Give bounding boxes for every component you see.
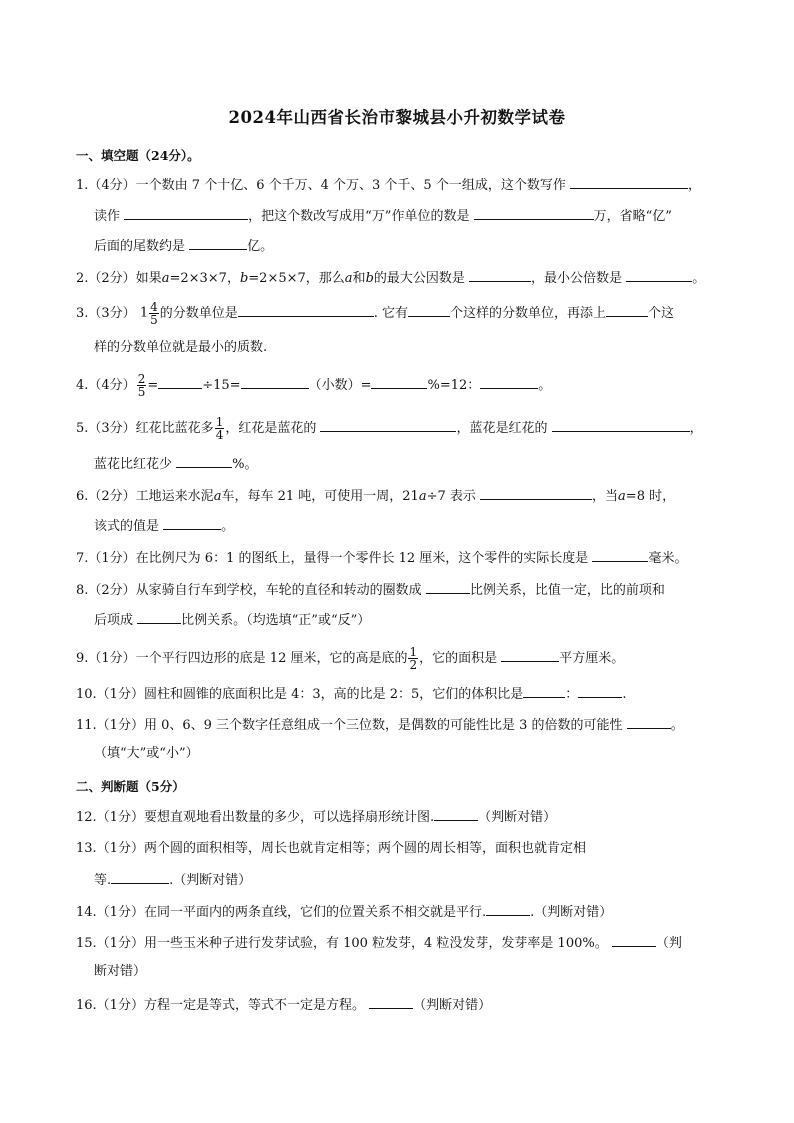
question-6-text: ，当 bbox=[592, 489, 619, 504]
question-4-text: %=12： bbox=[427, 378, 481, 393]
question-13-text: 13.（1分）两个圆的面积相等，周长也就肯定相等；两个圆的周长相等，面积也就肯定相 bbox=[76, 841, 586, 856]
question-7-text: 毫米。 bbox=[648, 551, 688, 566]
answer-blank[interactable] bbox=[111, 870, 169, 884]
answer-blank[interactable] bbox=[238, 303, 374, 317]
question-1-line-3 bbox=[94, 236, 273, 256]
answer-blank[interactable] bbox=[486, 902, 530, 916]
question-5-text: ，红花是蓝花的 bbox=[225, 421, 317, 436]
variable: a bbox=[344, 271, 353, 286]
question-3-line-2 bbox=[94, 339, 267, 357]
question-8-text: 比例关系。（均选填“正”或“反”） bbox=[181, 613, 371, 628]
question-15-line-1 bbox=[76, 933, 682, 953]
exam-title: 2024年山西省长治市黎城县小升初数学试卷 bbox=[228, 108, 566, 127]
question-3-text: 样的分数单位就是最小的质数. bbox=[94, 340, 268, 355]
question-2-text: 和 bbox=[352, 271, 366, 286]
numerator: 1 bbox=[409, 645, 418, 659]
question-16-text: 16.（1分）方程一定是等式，等式不一定是方程。 bbox=[76, 998, 365, 1013]
question-9-text: 9.（1分）一个平行四边形的底是 12 厘米，它的高是底的 bbox=[76, 651, 408, 666]
question-5-text: 5.（3分）红花比蓝花多 bbox=[76, 421, 214, 436]
question-16-text: （判断对错） bbox=[413, 998, 492, 1013]
question-1-text: 后面的尾数约是 bbox=[94, 239, 186, 254]
question-2-text: 的最大公因数是 bbox=[373, 271, 465, 286]
question-8-text: 8.（2分）从家骑自行车到学校，车轮的直径和转动的圈数成 bbox=[76, 583, 422, 598]
question-3-text: 3.（3分） bbox=[76, 306, 136, 321]
question-3-text: 个这样的分数单位，再添上 bbox=[450, 306, 607, 321]
fraction bbox=[137, 373, 147, 398]
question-9-text: 平方厘米。 bbox=[559, 651, 625, 666]
question-1-text: 亿。 bbox=[247, 239, 274, 254]
answer-blank[interactable] bbox=[570, 175, 688, 189]
punct: ， bbox=[687, 178, 701, 193]
question-7 bbox=[76, 548, 687, 568]
question-1-line-2 bbox=[94, 206, 672, 226]
question-12-text: （判断对错） bbox=[478, 810, 557, 825]
section-heading-fill-in: 一、填空题（24分）。 bbox=[76, 148, 200, 163]
question-15-text: 断对错） bbox=[94, 964, 147, 979]
punct: 。 bbox=[692, 271, 706, 286]
fraction bbox=[215, 416, 225, 441]
answer-blank[interactable] bbox=[124, 206, 248, 220]
answer-blank[interactable] bbox=[426, 580, 470, 594]
denominator: 5 bbox=[150, 313, 158, 327]
fraction bbox=[149, 301, 159, 326]
answer-blank[interactable] bbox=[176, 454, 232, 468]
question-3-line-1 bbox=[76, 301, 674, 326]
question-10-text: ： bbox=[565, 687, 579, 702]
question-8-line-1 bbox=[76, 580, 665, 600]
question-13-text: 等. bbox=[94, 873, 112, 888]
question-2-text: =2×5×7，那么 bbox=[248, 271, 345, 286]
answer-blank[interactable] bbox=[592, 548, 648, 562]
answer-blank[interactable] bbox=[241, 375, 309, 389]
answer-blank[interactable] bbox=[137, 610, 181, 624]
question-8-text: 后项成 bbox=[94, 613, 134, 628]
answer-blank[interactable] bbox=[474, 206, 594, 220]
answer-blank[interactable] bbox=[480, 486, 592, 500]
numerator: 2 bbox=[137, 372, 146, 386]
question-4 bbox=[76, 373, 551, 398]
question-13-text: .（判断对错） bbox=[169, 873, 252, 888]
question-8-text: 比例关系，比值一定，比的前项和 bbox=[469, 583, 665, 598]
mixed-number-whole: 1 bbox=[139, 305, 149, 321]
answer-blank[interactable] bbox=[434, 807, 478, 821]
question-6-line-2 bbox=[94, 516, 234, 536]
question-6-text: 车，每车 21 吨，可使用一周，21 bbox=[221, 489, 419, 504]
question-4-text: = bbox=[147, 378, 159, 393]
question-6-text: 该式的值是 bbox=[94, 519, 160, 534]
question-1-line-1 bbox=[76, 175, 701, 195]
question-1-text: 1.（4分）一个数由 7 个十亿、6 个千万、4 个万、3 个千、5 个一组成，这个数写作 bbox=[76, 178, 566, 193]
question-10-text: 10.（1分）圆柱和圆锥的底面积比是 4：3，高的比是 2：5，它们的体积比是 bbox=[76, 687, 524, 702]
variable: a bbox=[618, 489, 626, 504]
question-5-text: 蓝花比红花少 bbox=[94, 457, 173, 472]
question-13-line-2 bbox=[94, 870, 251, 890]
answer-blank[interactable] bbox=[369, 995, 413, 1009]
punct: ， bbox=[689, 421, 703, 436]
answer-blank[interactable] bbox=[578, 684, 622, 698]
question-9 bbox=[76, 646, 624, 671]
variable: a bbox=[161, 271, 170, 286]
question-12 bbox=[76, 807, 556, 827]
punct: 。 bbox=[538, 378, 552, 393]
question-11-text: （填“大”或“小”） bbox=[94, 746, 199, 761]
fraction bbox=[408, 646, 418, 671]
answer-blank[interactable] bbox=[320, 418, 456, 432]
answer-blank[interactable] bbox=[627, 715, 671, 729]
question-13-line-1 bbox=[76, 840, 586, 858]
question-1-text: 读作 bbox=[94, 209, 121, 224]
answer-blank[interactable] bbox=[371, 375, 427, 389]
question-6-line-1 bbox=[76, 486, 675, 506]
question-7-text: 7.（1分）在比例尺为 6：1 的图纸上，量得一个零件长 12 厘米，这个零件的实际长度是 bbox=[76, 551, 589, 566]
question-8-line-2 bbox=[94, 610, 370, 630]
denominator: 5 bbox=[137, 385, 146, 399]
question-2 bbox=[76, 268, 705, 288]
question-16 bbox=[76, 995, 491, 1015]
punct: . bbox=[622, 687, 627, 702]
question-11-text: 11.（1分）用 0、6、9 三个数字任意组成一个三位数，是偶数的可能性比是 3 的倍数的可能性 bbox=[76, 718, 623, 733]
question-1-text: 万，省略“亿” bbox=[593, 209, 672, 224]
question-11-line-1 bbox=[76, 715, 684, 735]
answer-blank[interactable] bbox=[163, 516, 221, 530]
question-3-text: . 它有 bbox=[373, 306, 409, 321]
answer-blank[interactable] bbox=[606, 303, 648, 317]
answer-blank[interactable] bbox=[189, 236, 247, 250]
question-4-text: 4.（4分） bbox=[76, 378, 136, 393]
answer-blank[interactable] bbox=[552, 418, 690, 432]
question-5-line-1 bbox=[76, 416, 703, 441]
question-2-text: ，最小公倍数是 bbox=[531, 271, 623, 286]
numerator: 4 bbox=[150, 300, 158, 314]
answer-blank[interactable] bbox=[501, 648, 559, 662]
question-14 bbox=[76, 902, 612, 922]
section-heading-true-false: 二、判断题（5分） bbox=[76, 779, 185, 794]
question-14-text: 14.（1分）在同一平面内的两条直线，它们的位置关系不相交就是平行. bbox=[76, 905, 487, 920]
denominator: 2 bbox=[409, 658, 418, 672]
question-1-text: ，把这个数改写成用“万”作单位的数是 bbox=[248, 209, 470, 224]
answer-blank[interactable] bbox=[469, 268, 531, 282]
question-6-text: 6.（2分）工地运来水泥 bbox=[76, 489, 214, 504]
question-2-text: 2.（2分）如果 bbox=[76, 271, 162, 286]
question-6-text: ÷7 表示 bbox=[426, 489, 476, 504]
punct: 。 bbox=[221, 519, 235, 534]
variable: b bbox=[365, 271, 374, 286]
answer-blank[interactable] bbox=[612, 933, 656, 947]
numerator: 1 bbox=[215, 415, 224, 429]
question-2-text: =2×3×7， bbox=[169, 271, 240, 286]
question-15-line-2 bbox=[94, 963, 146, 981]
question-14-text: .（判断对错） bbox=[530, 905, 613, 920]
question-5-line-2 bbox=[94, 454, 258, 474]
question-3-text: 的分数单位是 bbox=[159, 306, 238, 321]
question-6-text: =8 时， bbox=[625, 489, 676, 504]
question-4-text: ÷15= bbox=[202, 378, 241, 393]
denominator: 4 bbox=[215, 428, 224, 442]
question-11-line-2 bbox=[94, 745, 199, 763]
variable: a bbox=[213, 489, 222, 504]
answer-blank[interactable] bbox=[626, 268, 692, 282]
question-9-text: ，它的面积是 bbox=[419, 651, 498, 666]
answer-blank[interactable] bbox=[408, 303, 450, 317]
variable: a bbox=[418, 489, 427, 504]
question-4-text: （小数）= bbox=[308, 378, 372, 393]
question-15-text: 15.（1分）用一些玉米种子进行发芽试验，有 100 粒发芽，4 粒没发芽，发芽率是 100%。 bbox=[76, 936, 608, 951]
punct: 。 bbox=[670, 718, 684, 733]
question-5-text: ，蓝花是红花的 bbox=[456, 421, 548, 436]
answer-blank[interactable] bbox=[480, 375, 538, 389]
question-12-text: 12.（1分）要想直观地看出数量的多少，可以选择扇形统计图. bbox=[76, 810, 435, 825]
question-15-text: （判 bbox=[655, 936, 682, 951]
variable: b bbox=[239, 271, 249, 286]
answer-blank[interactable] bbox=[158, 375, 202, 389]
question-3-text: 个这 bbox=[648, 306, 675, 321]
answer-blank[interactable] bbox=[523, 684, 565, 698]
question-10 bbox=[76, 684, 626, 704]
question-5-text: %。 bbox=[232, 457, 258, 472]
